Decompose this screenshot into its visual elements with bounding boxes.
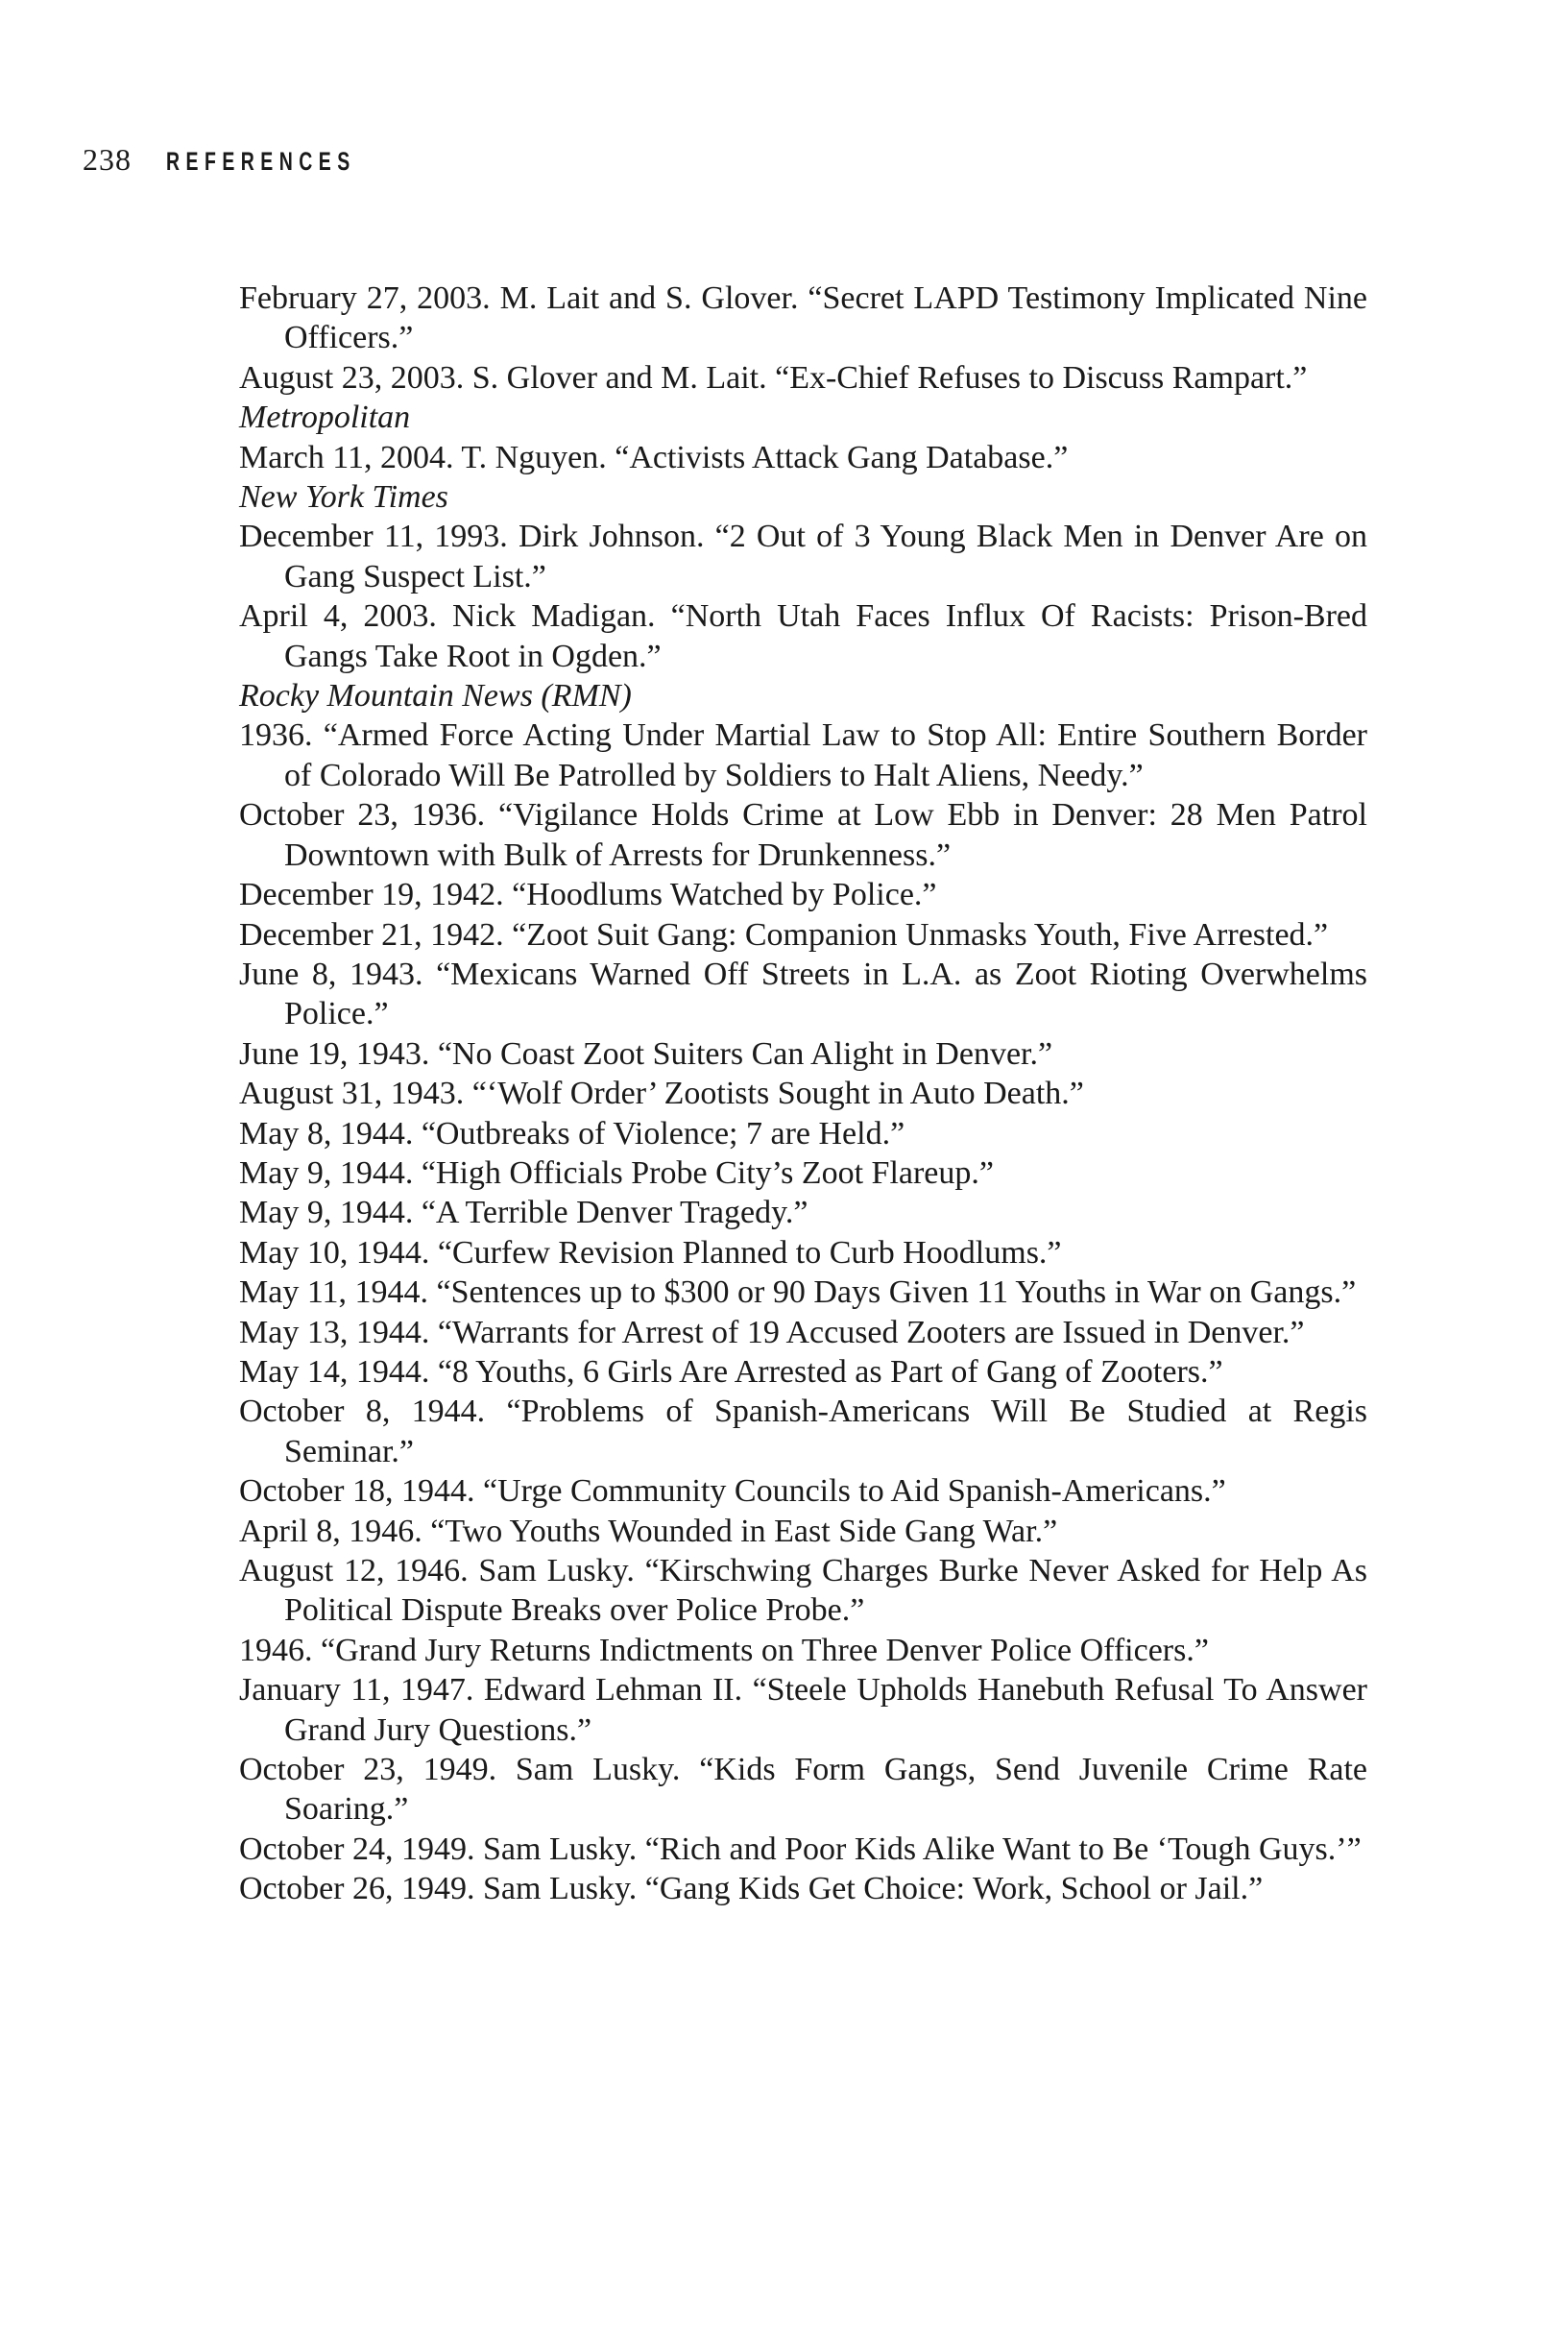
reference-entry: May 14, 1944. “8 Youths, 6 Girls Are Arrested as Part of Gang of Zooters.” bbox=[239, 1353, 1223, 1390]
running-head bbox=[83, 142, 430, 188]
reference-entry: May 13, 1944. “Warrants for Arrest of 19 Accused Zooters are Issued in Denver.” bbox=[239, 1314, 1305, 1350]
reference-entry: May 8, 1944. “Outbreaks of Violence; 7 are Held.” bbox=[239, 1115, 905, 1152]
reference-entry: January 11, 1947. Edward Lehman II. “Steele Upholds Hanebuth Refusal To Answer Grand Jury Questions.” bbox=[239, 1672, 1367, 1748]
reference-entry: June 8, 1943. “Mexicans Warned Off Streets in L.A. as Zoot Rioting Overwhelms Police.” bbox=[239, 956, 1367, 1032]
reference-entry: April 4, 2003. Nick Madigan. “North Utah Faces Influx Of Racists: Prison-Bred Gangs Take Root in Ogden.” bbox=[239, 598, 1367, 674]
reference-entry: October 23, 1936. “Vigilance Holds Crime at Low Ebb in Denver: 28 Men Patrol Downtown with Bulk of Arrests for Drunkenness.” bbox=[239, 797, 1367, 873]
reference-entry: 1946. “Grand Jury Returns Indictments on Three Denver Police Officers.” bbox=[239, 1632, 1209, 1668]
reference-entry: October 18, 1944. “Urge Community Councils to Aid Spanish-Americans.” bbox=[239, 1473, 1226, 1510]
reference-entry: August 23, 2003. S. Glover and M. Lait. “Ex-Chief Refuses to Discuss Rampart.” bbox=[239, 359, 1308, 396]
reference-entry: May 11, 1944. “Sentences up to $300 or 90 Days Given 11 Youths in War on Gangs.” bbox=[239, 1274, 1357, 1311]
reference-entry: August 31, 1943. “‘Wolf Order’ Zootists Sought in Auto Death.” bbox=[239, 1076, 1084, 1112]
reference-entry: October 23, 1949. Sam Lusky. “Kids Form Gangs, Send Juvenile Crime Rate Soaring.” bbox=[239, 1752, 1367, 1828]
reference-entry: December 21, 1942. “Zoot Suit Gang: Companion Unmasks Youth, Five Arrested.” bbox=[239, 916, 1329, 953]
reference-entry: 1936. “Armed Force Acting Under Martial Law to Stop All: Entire Southern Border of Colorado Will Be Patrolled by Soldiers to Halt Aliens, Needy.” bbox=[239, 717, 1367, 793]
reference-entry: March 11, 2004. T. Nguyen. “Activists Attack Gang Database.” bbox=[239, 439, 1069, 475]
page-number: 238 bbox=[83, 142, 132, 177]
reference-list bbox=[239, 279, 1367, 1909]
section-title: REFERENCES bbox=[166, 147, 356, 176]
reference-entry: December 19, 1942. “Hoodlums Watched by Police.” bbox=[239, 877, 937, 913]
reference-entry: April 8, 1946. “Two Youths Wounded in East Side Gang War.” bbox=[239, 1513, 1058, 1549]
source-heading: Rocky Mountain News (RMN) bbox=[239, 678, 632, 715]
reference-entry: May 9, 1944. “A Terrible Denver Tragedy.” bbox=[239, 1195, 808, 1231]
reference-entry: February 27, 2003. M. Lait and S. Glover. “Secret LAPD Testimony Implicated Nine Officers.” bbox=[239, 280, 1367, 356]
reference-entry: October 26, 1949. Sam Lusky. “Gang Kids Get Choice: Work, School or Jail.” bbox=[239, 1871, 1264, 1907]
source-heading: New York Times bbox=[239, 479, 448, 516]
source-heading: Metropolitan bbox=[239, 400, 411, 436]
reference-entry: May 10, 1944. “Curfew Revision Planned to Curb Hoodlums.” bbox=[239, 1234, 1062, 1271]
reference-entry: October 24, 1949. Sam Lusky. “Rich and Poor Kids Alike Want to Be ‘Tough Guys.’” bbox=[239, 1831, 1362, 1867]
reference-entry: October 8, 1944. “Problems of Spanish-Americans Will Be Studied at Regis Seminar.” bbox=[239, 1394, 1367, 1469]
reference-entry: August 12, 1946. Sam Lusky. “Kirschwing Charges Burke Never Asked for Help As Political Dispute Breaks over Police Probe.” bbox=[239, 1553, 1367, 1629]
reference-entry: December 11, 1993. Dirk Johnson. “2 Out of 3 Young Black Men in Denver Are on Gang Suspect List.” bbox=[239, 519, 1367, 594]
reference-entry: June 19, 1943. “No Coast Zoot Suiters Can Alight in Denver.” bbox=[239, 1035, 1053, 1072]
reference-entry: May 9, 1944. “High Officials Probe City’s Zoot Flareup.” bbox=[239, 1154, 994, 1191]
